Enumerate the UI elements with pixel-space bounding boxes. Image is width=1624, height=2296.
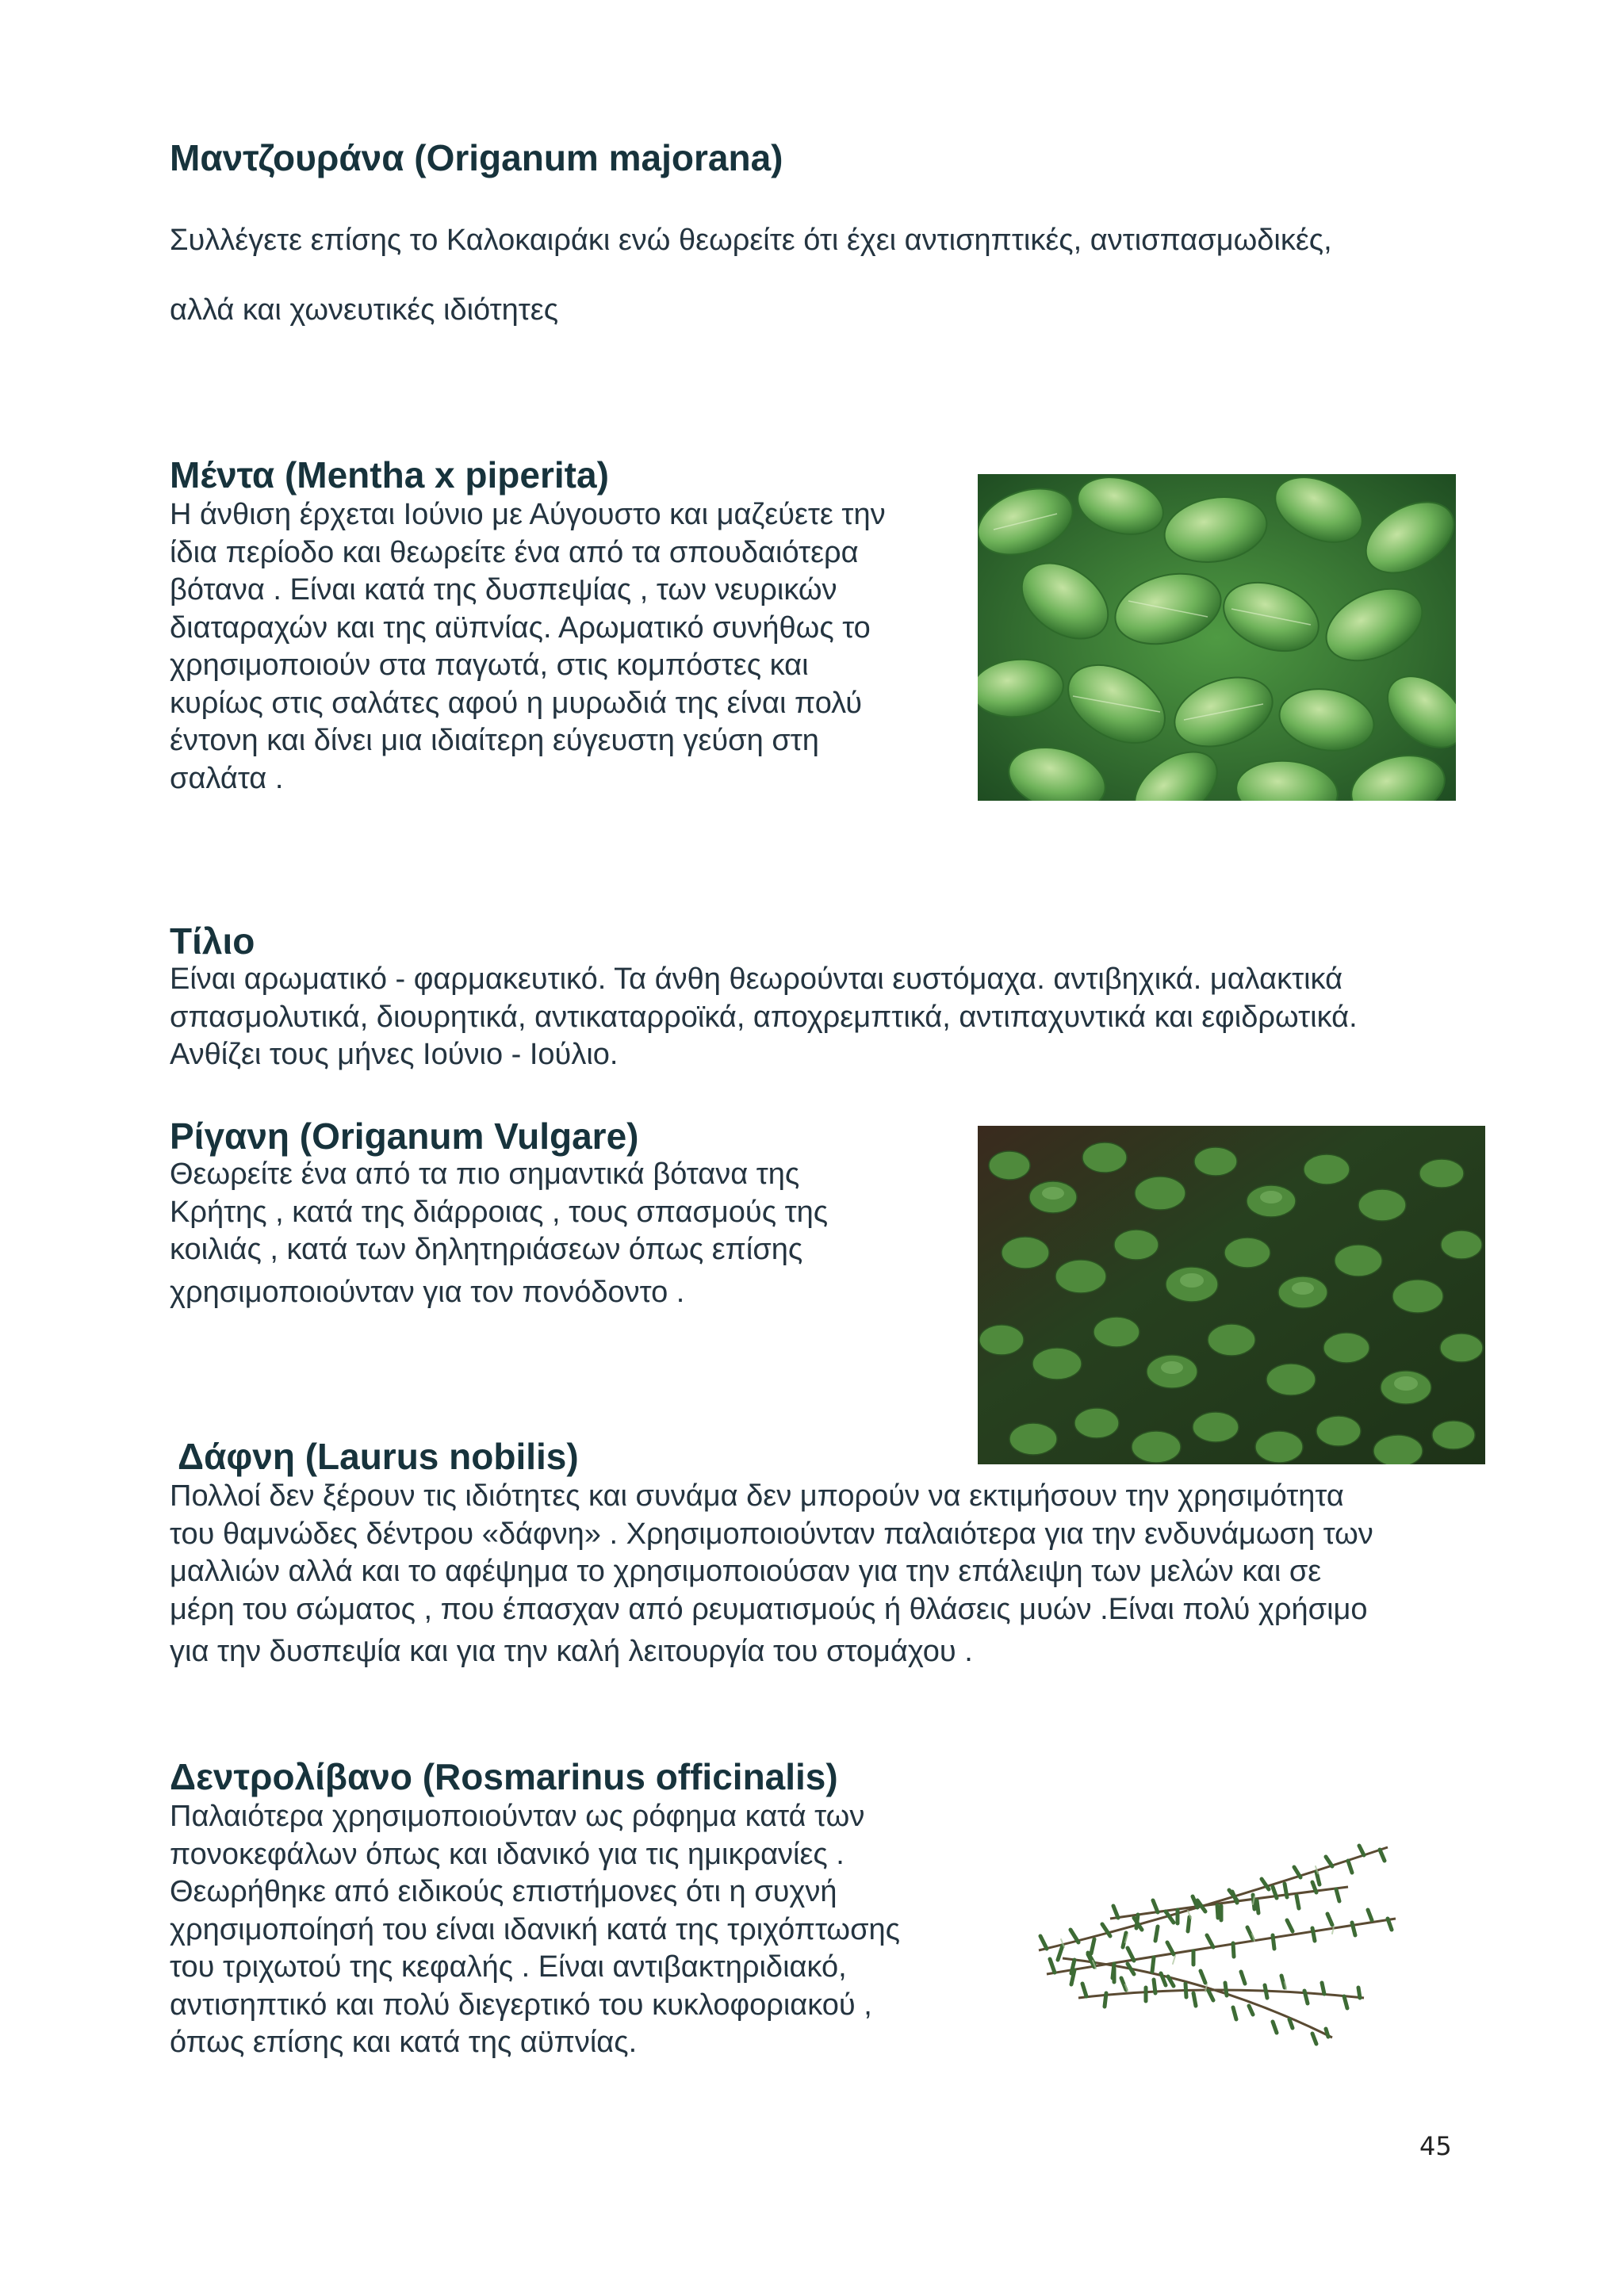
text-line: Παλαιότερα χρησιμοποιούνταν ως ρόφημα κατά των <box>170 1800 865 1833</box>
text-line: Θεωρήθηκε από ειδικούς επιστήμονες ότι η συχνή <box>170 1875 837 1908</box>
mint-heading: Μέντα (Mentha x piperita) <box>170 454 609 496</box>
text-line: βότανα . Είναι κατά της δυσπεψίας , των νευρικών <box>170 573 837 607</box>
text-line: Θεωρείτε ένα από τα πιο σημαντικά βότανα της <box>170 1158 800 1191</box>
page-number: 45 <box>1419 2131 1452 2161</box>
text-line: κοιλιάς , κατά των δηλητηριάσεων όπως επίσης <box>170 1233 803 1266</box>
rosemary-heading: Δεντρολίβανο (Rosmarinus officinalis) <box>170 1756 838 1797</box>
text-line: Κρήτης , κατά της διάρροιας , τους σπασμούς της <box>170 1195 829 1229</box>
linden-text <box>170 961 1358 1074</box>
text-line: χρησιμοποίησή του είναι ιδανική κατά της τριχόπτωσης <box>170 1912 900 1946</box>
text-line: ίδια περίοδο και θεωρείτε ένα από τα σπουδαιότερα <box>170 535 859 569</box>
text-line: του θαμνώδες δέντρου «δάφνη» . Χρησιμοποιούνταν παλαιότερα για την ενδυνάμωση των <box>170 1517 1373 1551</box>
text-line: για την δυσπεψία και για την καλή λειτουργία του στομάχου . <box>170 1635 973 1668</box>
text-line: Πολλοί δεν ξέρουν τις ιδιότητες και συνάμα δεν μπορούν να εκτιμήσουν την χρησιμότητα <box>170 1479 1344 1513</box>
text-line: έντονη και δίνει μια ιδιαίτερη εύγευστη γεύση στη <box>170 724 819 757</box>
text-line: όπως επίσης και κατά της αϋπνίας. <box>170 2026 638 2059</box>
marjoram-heading: Μαντζουράνα (Origanum majorana) <box>170 137 783 178</box>
laurel-text <box>170 1478 1373 1671</box>
rosemary-sprigs-photo <box>1015 1800 1411 2069</box>
text-line: μαλλιών αλλά και το αφέψημα το χρησιμοποιούσαν για την επάλειψη των μελών και σε <box>170 1555 1322 1588</box>
text-line: Η άνθιση έρχεται Ιούνιο με Αύγουστο και μαζεύετε την <box>170 498 886 531</box>
oregano-heading: Ρίγανη (Origanum Vulgare) <box>170 1115 639 1157</box>
text-line: χρησιμοποιούν στα παγωτά, στις κομπόστες και <box>170 649 809 682</box>
text-line: μέρη του σώματος , που έπασχαν από ρευματισμούς ή θλάσεις μυών .Είναι πολύ χρήσιμο <box>170 1592 1368 1626</box>
mint-text <box>170 496 886 798</box>
oregano-text <box>170 1156 828 1311</box>
text-line: διαταραχών και της αϋπνίας. Αρωματικό συνήθως το <box>170 610 871 645</box>
rosemary-text <box>170 1798 900 2062</box>
laurel-heading: Δάφνη (Laurus nobilis) <box>178 1436 579 1477</box>
oregano-plant-photo <box>978 1126 1485 1464</box>
text-line: Ανθίζει τους μήνες Ιούνιο - Ιούλιο. <box>170 1038 619 1071</box>
mint-leaves-photo <box>978 474 1456 801</box>
text-line: χρησιμοποιούνταν για τον πονόδοντο . <box>170 1275 685 1309</box>
text-line: Συλλέγετε επίσης το Καλοκαιράκι ενώ θεωρείτε ότι έχει αντισηπτικές, αντισπασμωδικές, <box>170 224 1332 257</box>
marjoram-text <box>170 205 1332 345</box>
text-line: σπασμολυτικά, διουρητικά, αντικαταρροϊκά, αποχρεμπτικά, αντιπαχυντικά και εφιδρωτικά. <box>170 1000 1358 1034</box>
text-line: αντισηπτικό και πολύ διεγερτικό του κυκλοφοριακού , <box>170 1988 872 2022</box>
text-line: του τριχωτού της κεφαλής . Είναι αντιβακτηριδιακό, <box>170 1950 847 1984</box>
text-line: σαλάτα . <box>170 761 284 795</box>
text-line: πονοκεφάλων όπως και ιδανικό για τις ημικρανίες . <box>170 1837 845 1871</box>
text-line: κυρίως στις σαλάτες αφού η μυρωδιά της είναι πολύ <box>170 686 862 720</box>
linden-heading: Τίλιο <box>170 920 255 962</box>
text-line: αλλά και χωνευτικές ιδιότητες <box>170 293 559 327</box>
text-line: Είναι αρωματικό - φαρμακευτικό. Τα άνθη θεωρούνται ευστόμαχα. αντιβηχικά. μαλακτικά <box>170 962 1343 996</box>
